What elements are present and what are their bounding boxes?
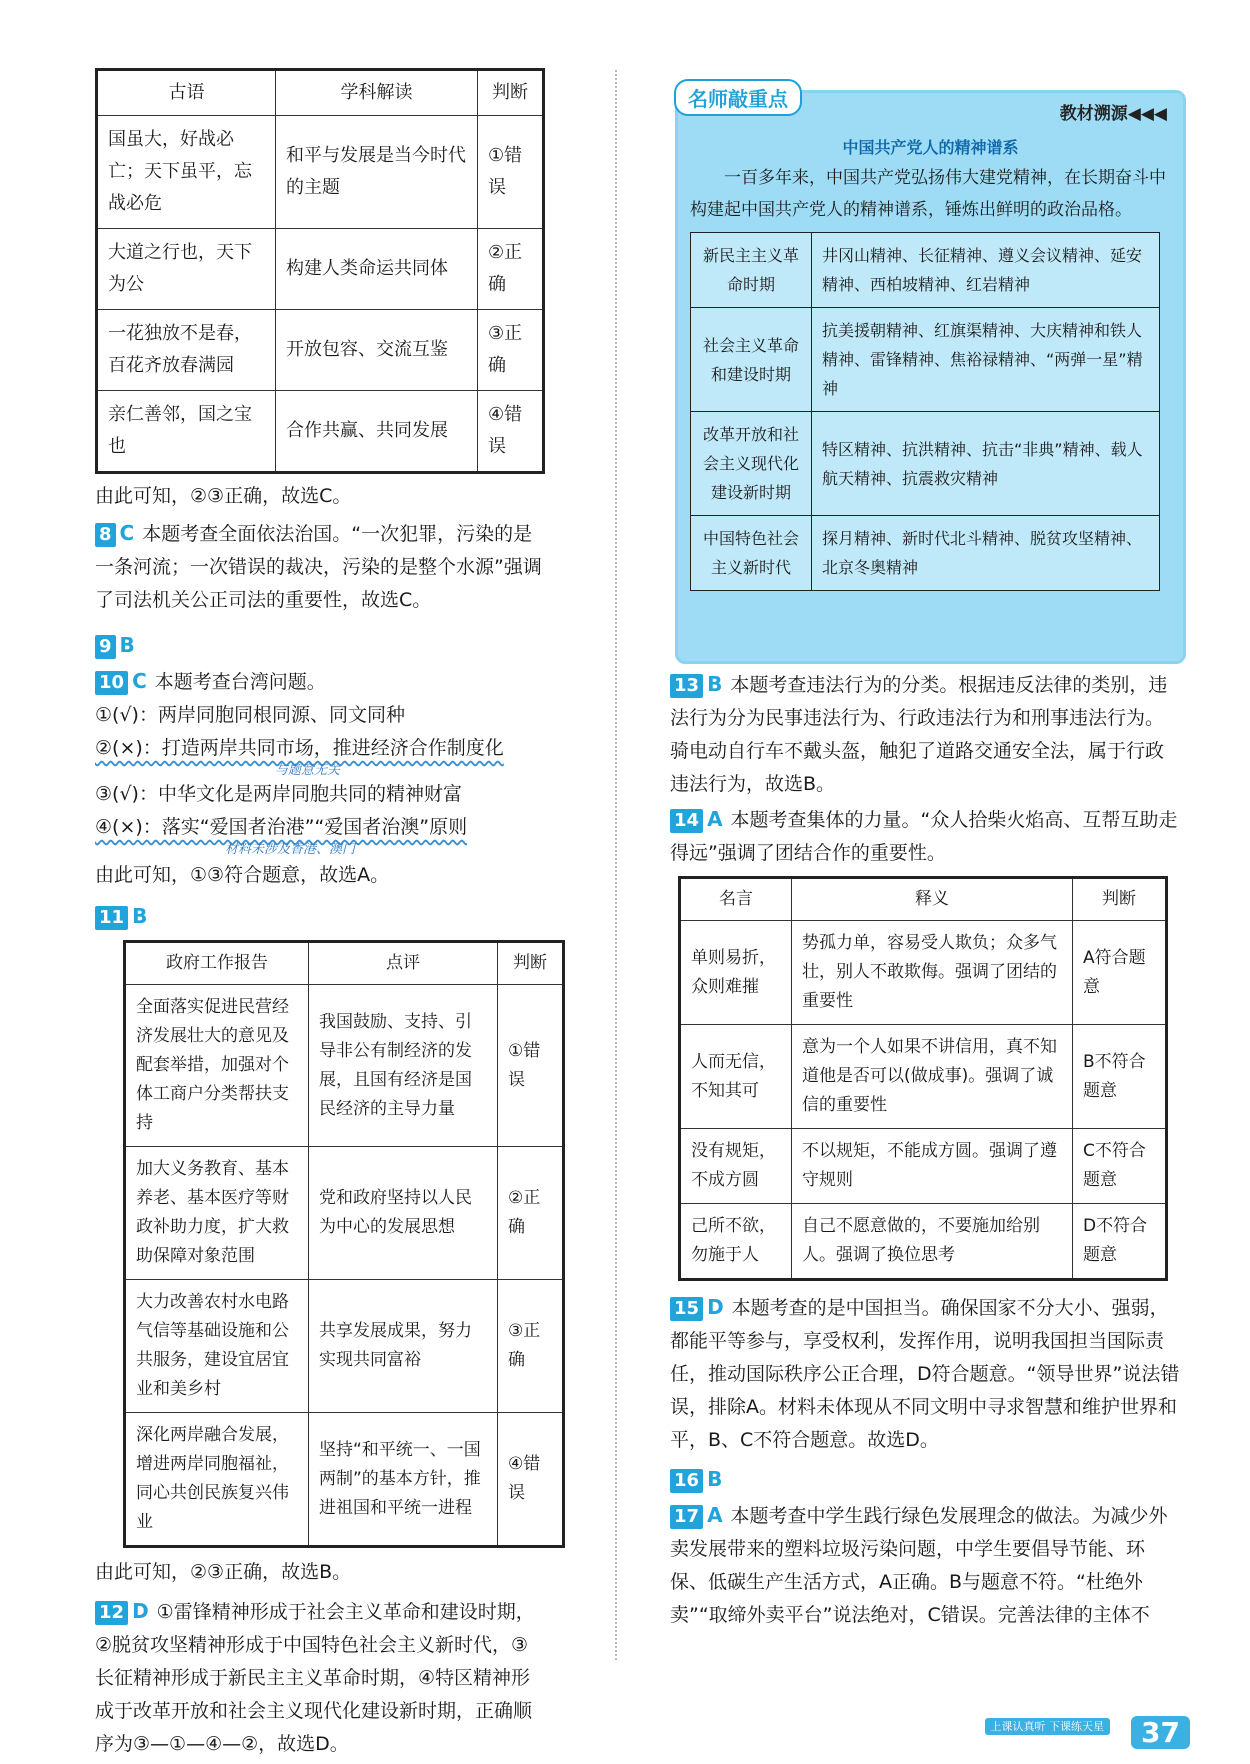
table-header: 古语 — [97, 70, 276, 116]
table-row — [125, 1147, 564, 1280]
spirit-table — [690, 232, 1160, 591]
table-header: 判断 — [1073, 878, 1167, 921]
question-number: 11 — [95, 906, 128, 930]
answer-letter: B — [707, 1467, 723, 1491]
table-cell: 改革开放和社会主义现代化建设新时期 — [691, 412, 812, 516]
answer-conclusion: 由此可知，②③正确，故选B。 — [95, 1561, 352, 1583]
answer-text: 本题考查的是中国担当。确保国家不分大小、强弱，都能平等参与，享受权利，发挥作用，说明我国担当国际责任，推动国际秩序公正合理，D符合题意。“领导世界”说法错误，排除A。材料未体现从不同文明中寻求智慧和维护世界和平，B、C不符合题意。故选D。 — [670, 1297, 1180, 1451]
table-cell: ④错误 — [498, 1413, 564, 1547]
table-cell: ①错误 — [498, 985, 564, 1147]
column-divider — [615, 70, 617, 1660]
sayings-table — [678, 876, 1168, 1281]
footer-slogan: 上课认真听 下课练天星 — [985, 1718, 1111, 1735]
table-row — [680, 1129, 1167, 1204]
page-number: 37 — [1131, 1716, 1190, 1749]
table-row — [97, 116, 544, 229]
table-cell: 坚持“和平统一、一国两制”的基本方针，推进祖国和平统一进程 — [309, 1413, 498, 1547]
table-cell: B不符合题意 — [1073, 1025, 1167, 1129]
table-cell: 己所不欲，勿施于人 — [680, 1204, 792, 1280]
answer-8 — [95, 517, 545, 617]
table-cell: 大道之行也，天下为公 — [97, 229, 276, 310]
table-cell: 深化两岸融合发展，增进两岸同胞福祉，同心共创民族复兴伟业 — [125, 1413, 309, 1547]
table-cell: 中国特色社会主义新时代 — [691, 516, 812, 591]
table-row — [97, 391, 544, 473]
question-number: 17 — [670, 1505, 703, 1529]
table-cell: 和平与发展是当今时代的主题 — [276, 116, 478, 229]
question-number: 12 — [95, 1601, 128, 1625]
answer-text: 本题考查违法行为的分类。根据违反法律的类别，违法行为分为民事违法行为、行政违法行为和刑事违法行为。骑电动自行车不戴头盔，触犯了道路交通安全法，属于行政违法行为，故选B。 — [670, 674, 1168, 795]
list-item: ①(√)：两岸同胞同根同源、同文同种 — [95, 704, 405, 726]
table-cell: 井冈山精神、长征精神、遵义会议精神、延安精神、西柏坡精神、红岩精神 — [812, 233, 1160, 308]
table-cell: 势孤力单，容易受人欺负；众多气壮，别人不敢欺侮。强调了团结的重要性 — [792, 921, 1073, 1025]
table-row — [691, 233, 1160, 308]
table-cell: 国虽大，好战必亡；天下虽平，忘战必危 — [97, 116, 276, 229]
table-row — [691, 516, 1160, 591]
answer-letter: C — [132, 669, 147, 693]
list-item: ③(√)：中华文化是两岸同胞共同的精神财富 — [95, 783, 462, 805]
table-cell: 加大义务教育、基本养老、基本医疗等财政补助力度，扩大救助保障对象范围 — [125, 1147, 309, 1280]
table-header: 学科解读 — [276, 70, 478, 116]
table-row — [97, 229, 544, 310]
left-column — [95, 68, 545, 1761]
question-number: 10 — [95, 671, 128, 695]
answer-9 — [95, 629, 545, 663]
table-cell: ①错误 — [478, 116, 544, 229]
table-cell: 全面落实促进民营经济发展壮大的意见及配套举措，加强对个体工商户分类帮扶支持 — [125, 985, 309, 1147]
table-cell: 亲仁善邻，国之宝也 — [97, 391, 276, 473]
list-item: ④(×)：落实“爱国者治港”“爱国者治澳”原则 — [95, 816, 468, 838]
table-cell: 一花独放不是春，百花齐放春满园 — [97, 310, 276, 391]
answer-15 — [670, 1291, 1180, 1457]
table-cell: 共享发展成果，努力实现共同富裕 — [309, 1280, 498, 1413]
table-cell: ③正确 — [498, 1280, 564, 1413]
answer-conclusion: 由此可知，①③符合题意，故选A。 — [95, 864, 390, 886]
table-cell: ④错误 — [478, 391, 544, 473]
table-row — [691, 308, 1160, 412]
answer-letter: B — [707, 672, 723, 696]
table-header: 政府工作报告 — [125, 942, 309, 985]
table-cell: ③正确 — [478, 310, 544, 391]
table-cell: 构建人类命运共同体 — [276, 229, 478, 310]
table-cell: 人而无信，不知其可 — [680, 1025, 792, 1129]
table-header: 释义 — [792, 878, 1073, 921]
answer-16 — [670, 1463, 1180, 1497]
answer-letter: C — [119, 521, 135, 545]
table-cell: 开放包容、交流互鉴 — [276, 310, 478, 391]
table-row — [125, 985, 564, 1147]
right-column-answers — [670, 668, 1180, 1632]
answer-12 — [95, 1595, 545, 1761]
answer-17 — [670, 1499, 1180, 1632]
table-cell: 意为一个人如果不讲信用，真不知道他是否可以(做成事)。强调了诚信的重要性 — [792, 1025, 1073, 1129]
box-tag: 教材溯源◀◀◀ — [1059, 104, 1167, 124]
answer-11 — [95, 900, 545, 934]
table-cell: 单则易折，众则难摧 — [680, 921, 792, 1025]
table-row — [680, 921, 1167, 1025]
box-text: 一百多年来，中国共产党弘扬伟大建党精神，在长期奋斗中构建起中国共产党人的精神谱系，锤炼出鲜明的政治品格。 — [690, 168, 1166, 220]
question-number: 14 — [670, 809, 703, 833]
table-cell: 抗美援朝精神、红旗渠精神、大庆精神和铁人精神、雷锋精神、焦裕禄精神、“两弹一星”精神 — [812, 308, 1160, 412]
table-cell: ②正确 — [498, 1147, 564, 1280]
table-cell: D不符合题意 — [1073, 1204, 1167, 1280]
table-header: 判断 — [498, 942, 564, 985]
report-table — [123, 940, 565, 1548]
table-cell: 大力改善农村水电路气信等基础设施和公共服务，建设宜居宜业和美乡村 — [125, 1280, 309, 1413]
table-cell: 新民主主义革命时期 — [691, 233, 812, 308]
handwritten-note: 材料未涉及香港、澳门 — [225, 842, 356, 857]
table-cell: 没有规矩，不成方圆 — [680, 1129, 792, 1204]
table-cell: ②正确 — [478, 229, 544, 310]
key-points-box — [675, 87, 1186, 664]
table-row — [125, 1280, 564, 1413]
answer-14 — [670, 803, 1180, 870]
answer-letter: B — [132, 904, 148, 928]
table-header: 判断 — [478, 70, 544, 116]
table-row — [680, 1025, 1167, 1129]
question-number: 13 — [670, 674, 703, 698]
table-header: 名言 — [680, 878, 792, 921]
table-row — [680, 1204, 1167, 1280]
answer-text: ①雷锋精神形成于社会主义革命和建设时期，②脱贫攻坚精神形成于中国特色社会主义新时代，③长征精神形成于新民主主义革命时期，④特区精神形成于改革开放和社会主义现代化建设新时期，正确顺序为③—①—④—②，故选D。 — [95, 1601, 535, 1755]
answer-conclusion: 由此可知，②③正确，故选C。 — [95, 485, 352, 507]
answer-text: 本题考查台湾问题。 — [154, 671, 326, 693]
answer-letter: B — [119, 633, 135, 657]
table-cell: 特区精神、抗洪精神、抗击“非典”精神、载人航天精神、抗震救灾精神 — [812, 412, 1160, 516]
table-row — [125, 1413, 564, 1547]
answer-text: 本题考查集体的力量。“众人拾柴火焰高、互帮互助走得远”强调了团结合作的重要性。 — [670, 809, 1178, 864]
handwritten-note: 与题意无关 — [275, 763, 341, 778]
table-cell: C不符合题意 — [1073, 1129, 1167, 1204]
table-cell: 探月精神、新时代北斗精神、脱贫攻坚精神、北京冬奥精神 — [812, 516, 1160, 591]
answer-text: 本题考查中学生践行绿色发展理念的做法。为减少外卖发展带来的塑料垃圾污染问题，中学生要倡导节能、环保、低碳生产生活方式，A正确。B与题意不符。“杜绝外卖”“取缔外卖平台”说法绝对，C错误。完善法律的主体不 — [670, 1505, 1168, 1626]
table-cell: A符合题意 — [1073, 921, 1167, 1025]
table-row — [691, 412, 1160, 516]
answer-letter: D — [132, 1599, 149, 1623]
idioms-table — [95, 68, 545, 474]
table-cell: 社会主义革命和建设时期 — [691, 308, 812, 412]
table-cell: 自己不愿意做的，不要施加给别人。强调了换位思考 — [792, 1204, 1073, 1280]
answer-letter: D — [707, 1295, 724, 1319]
answer-10 — [95, 665, 545, 699]
list-item: ②(×)：打造两岸共同市场，推进经济合作制度化 — [95, 737, 504, 759]
box-title: 中国共产党人的精神谱系 — [842, 138, 1019, 157]
answer-text: 本题考查全面依法治国。“一次犯罪，污染的是一条河流；一次错误的裁决，污染的是整个水源”强调了司法机关公正司法的重要性，故选C。 — [95, 523, 542, 611]
question-number: 8 — [95, 523, 116, 547]
table-cell: 合作共赢、共同发展 — [276, 391, 478, 473]
question-number: 9 — [95, 635, 116, 659]
table-cell: 不以规矩，不能成方圆。强调了遵守规则 — [792, 1129, 1073, 1204]
table-header: 点评 — [309, 942, 498, 985]
table-row — [97, 310, 544, 391]
table-cell: 我国鼓励、支持、引导非公有制经济的发展，且国有经济是国民经济的主导力量 — [309, 985, 498, 1147]
box-heading: 名师敲重点 — [674, 79, 802, 116]
question-number: 15 — [670, 1297, 703, 1321]
answer-13 — [670, 668, 1180, 801]
table-cell: 党和政府坚持以人民为中心的发展思想 — [309, 1147, 498, 1280]
question-number: 16 — [670, 1469, 703, 1493]
answer-letter: A — [707, 807, 723, 831]
answer-letter: A — [707, 1503, 723, 1527]
